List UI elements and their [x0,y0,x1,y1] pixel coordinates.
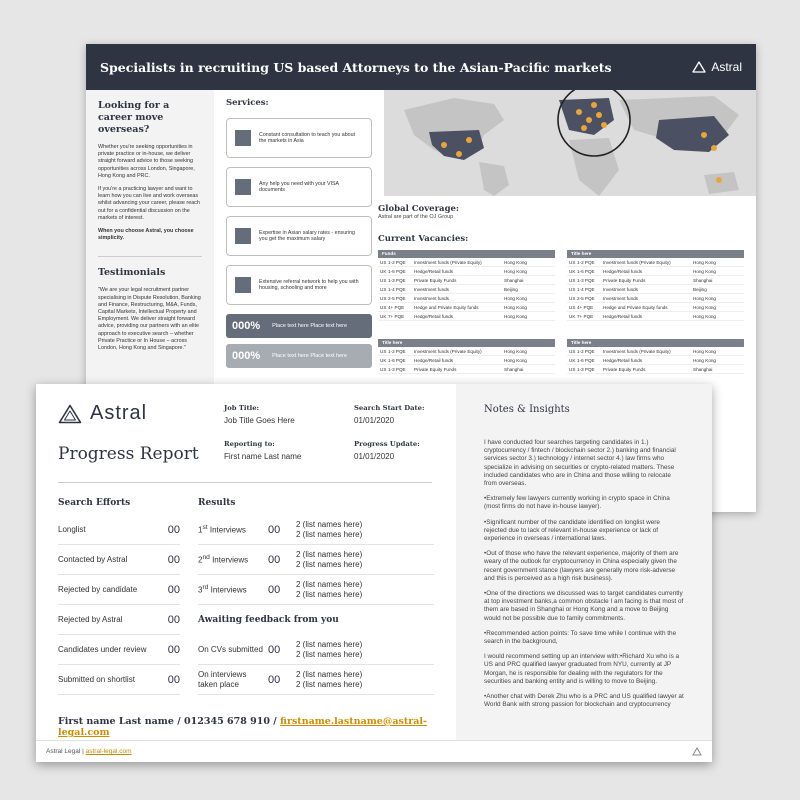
result-value: 00 [268,523,281,536]
flyer-title: Specialists in recruiting US based Attorneys to the Asian-Pacific markets [100,59,612,75]
flyer-brand: Astral [711,60,742,74]
coverage-block [378,204,459,220]
vacancy-cell: Hong Kong [504,348,527,354]
vacancy-cell: Private Equity Funds [414,277,457,283]
vacancy-row [378,258,555,267]
vacancy-cell: Hong Kong [693,313,716,319]
search-start-label: Search Start Date: [354,404,425,412]
vacancy-cell: 1-4 PQE [388,286,406,292]
service-icon [235,228,251,244]
note-paragraph: I have conducted four searches targeting candidates in 1.) cryptocurrency / fintech / blockchain sector 2.) banking and financial services sector 3.) technology / internet sector 4.) law firms who specialize in advising on securities or crypto-related matters. These included candidates who are in China and those willing to relocate from overseas. [484,439,676,488]
report-brand [58,402,147,425]
vacancy-cell: 2-5 PQE [388,295,406,301]
effort-label: Candidates under review [58,644,147,654]
service-item [226,216,372,256]
vacancy-cell: US [380,366,387,372]
vacancy-cell: 1-3 PQE [577,277,595,283]
search-start-value: 01/01/2020 [354,416,395,425]
effort-value: 00 [167,523,180,536]
service-item [226,265,372,305]
awaiting-row [198,665,434,695]
service-icon [235,130,251,146]
vacancy-cell: 2-5 PQE [577,295,595,301]
vacancy-cell: 7+ PQE [577,313,594,319]
vacancy-cell: Hong Kong [693,304,716,310]
note-paragraph: •Extremely few lawyers currently working in crypto space in China (most firms do not have in-house lawyer). [484,495,670,511]
vacancy-tables [378,250,746,380]
testimonials-section [98,256,202,352]
report-title: Progress Report [58,444,199,464]
vacancy-row [378,347,555,356]
vacancy-row [567,285,744,294]
note-paragraph: I would recommend setting up an interview with:•Richard Xu who is a US and PRC qualified lawyer graduated from NYU, currently at JP Morgan, he is responsible for dealing with the regulators for the securities and banking entity and is willing to move to Beijing. [484,653,680,685]
service-text: Expertise in Asian salary rates - ensuring you get the maximum salary [259,229,355,242]
stat-text: Place text here Place text here [272,322,348,329]
effort-row [58,515,180,545]
vacancy-cell: Hedge/Retail funds [603,357,643,363]
vacancy-cell: UK [380,313,387,319]
progress-report-document [36,384,712,762]
notes-panel [456,384,712,740]
vacancy-cell: Shanghai [504,277,524,283]
progress-update-value: 01/01/2020 [354,452,395,461]
effort-label: Longlist [58,524,86,534]
effort-label: Rejected by Astral [58,614,123,624]
vacancy-table [378,339,555,374]
vacancy-cell: Investment funds (Private Equity) [603,348,671,354]
results-heading: Results [198,498,236,508]
vacancy-cell: Beijing [693,286,707,292]
astral-logo-icon [692,747,702,756]
service-text: Extensive referral network to help you with housing, schooling and more [259,278,359,291]
result-row [198,515,434,545]
effort-label: Contacted by Astral [58,554,128,564]
reporting-value: First name Last name [224,452,302,461]
result-label: 1st Interviews [198,524,246,535]
vacancy-cell: US [569,286,576,292]
vacancy-cell: Private Equity Funds [603,277,646,283]
vacancy-cell: Hong Kong [693,295,716,301]
vacancy-cell: US [380,295,387,301]
vacancy-cell: 4+ PQE [577,304,594,310]
vacancy-cell: Investment funds (Private Equity) [414,348,482,354]
career-paragraph-3: When you choose Astral, you choose simplicity. [98,228,194,242]
vacancy-row [378,303,555,312]
effort-value: 00 [167,673,180,686]
vacancy-cell: Hong Kong [504,295,527,301]
vacancy-cell: Hedge and Private Equity funds [603,304,668,310]
contact-name: First name Last name [58,716,174,727]
vacancy-cell: Shanghai [693,277,713,283]
awaiting-value: 00 [268,673,281,686]
vacancy-cell: 1-4 PQE [577,286,595,292]
vacancy-cell: 1-2 PQE [388,259,406,265]
stat-text: Place text here Place text here [272,352,348,359]
awaiting-names: 2 (list names here) 2 (list names here) [296,669,363,689]
vacancy-table [567,339,744,374]
vacancy-table-title: Funds [378,250,555,258]
vacancy-cell: Shanghai [504,366,524,372]
note-paragraph: •Out of those who have the relevant experience, majority of them are weary of the outlook for cryptocurrency in China especially given the recent government stance (lawyers are generally more risk-adverse and this is perceived as a high risk business). [484,550,679,582]
note-paragraph: •Significant number of the candidate identified on longlist were rejected due to lack of relevant in-house experience or lack of experience in overseas / international laws. [484,518,660,543]
vacancy-cell: Investment funds [414,295,449,301]
vacancy-cell: Investment funds [414,286,449,292]
service-icon [235,277,251,293]
vacancy-cell: US [380,304,387,310]
vacancy-table-title: Title here [378,339,555,347]
vacancy-cell: US [380,348,387,354]
vacancy-cell: US [380,277,387,283]
testimonial-text: "We are your legal recruitment partner specialising in Dispute Resolution, Banking and Finance, Restructuring, M&A, Funds, Capital Markets, Intellectual Property and Employment. We deliver straight forward advice, providing our partners with an elite approach to executive search – whether Private Practice or In House – across London, Hong Kong and Singapore." [98,287,201,352]
vacancy-cell: Hedge/Retail funds [414,357,454,363]
world-map-graphic [384,90,756,196]
contact-email-link[interactable]: firstname.lastname@astral-legal.com [58,716,427,738]
service-text: Any help you need with your VISA documents [259,180,339,193]
note-paragraph: •One of the directions we discussed was to target candidates currently at top investment banks,a common obstacle I am facing is that most of them are based in Shanghai or Hong Kong and a move to Beijing would not be possible due to family commitments. [484,590,684,622]
effort-row [58,635,180,665]
stat-value: 000% [232,350,261,362]
vacancy-cell: Shanghai [693,366,713,372]
result-label: 2nd Interviews [198,554,249,565]
vacancy-cell: Hedge/Retail funds [414,268,454,274]
vacancy-cell: 1-6 PQE [577,268,595,274]
service-item [226,167,372,207]
stat-value: 000% [232,320,261,332]
career-paragraph-2: If you're a practicing lawyer and want to learn how you can live and work overseas whilst advancing your career, please reach out for a confidential discussion on the markets of interest. [98,186,200,221]
result-names: 2 (list names here) 2 (list names here) [296,519,363,539]
effort-row [58,545,180,575]
stat-block [226,344,372,368]
vacancy-row [567,312,744,321]
vacancy-cell: US [569,348,576,354]
awaiting-names: 2 (list names here) 2 (list names here) [296,639,363,659]
vacancy-row [378,365,555,374]
vacancy-cell: Hedge/Retail funds [603,268,643,274]
vacancy-row [378,276,555,285]
progress-update-label: Progress Update: [354,440,420,448]
vacancy-cell: Investment funds [603,295,638,301]
career-paragraph-1: Whether you're seeking opportunities in private practice or in-house, we deliver straight forward advice to those seeking opportunities across London, Singapore, Hong Kong and PRC. [98,144,195,179]
vacancy-row [567,294,744,303]
footer-site-link[interactable]: astral-legal.com [85,748,132,755]
vacancy-table [567,250,744,321]
effort-row [58,575,180,605]
result-value: 00 [268,583,281,596]
vacancy-row [567,258,744,267]
vacancy-cell: Hong Kong [693,259,716,265]
vacancy-cell: Investment funds (Private Equity) [414,259,482,265]
flyer-logo [692,60,742,74]
vacancy-row [378,294,555,303]
result-row [198,545,434,575]
vacancy-cell: Private Equity Funds [603,366,646,372]
vacancy-cell: Investment funds [603,286,638,292]
world-map [384,90,756,196]
vacancy-cell: US [569,277,576,283]
vacancy-cell: Investment funds (Private Equity) [603,259,671,265]
vacancy-cell: 1-3 PQE [388,277,406,283]
vacancy-row [567,267,744,276]
vacancy-cell: 4+ PQE [388,304,405,310]
vacancy-row [567,347,744,356]
flyer-header [86,44,756,90]
stat-block [226,314,372,338]
vacancy-cell: UK [569,357,576,363]
service-text: Constant consultation to teach you about the markets in Asia [259,131,355,144]
vacancy-cell: UK [380,268,387,274]
awaiting-heading: Awaiting feedback from you [198,615,339,625]
vacancy-cell: US [380,259,387,265]
vacancy-cell: UK [569,268,576,274]
vacancy-cell: Private Equity Funds [414,366,457,372]
vacancy-row [378,356,555,365]
vacancy-row [378,285,555,294]
vacancy-cell: 1-6 PQE [577,357,595,363]
header-divider [58,482,432,483]
vacancy-cell: US [569,366,576,372]
awaiting-label: On CVs submitted [198,644,263,654]
vacancy-cell: Hong Kong [693,357,716,363]
vacancy-table-title: Title here [567,339,744,347]
result-value: 00 [268,553,281,566]
coverage-subtitle: Astral are part of the OJ Group [378,214,454,220]
report-main [36,384,456,762]
result-row [198,575,434,605]
vacancy-cell: Hong Kong [504,259,527,265]
vacancy-row [567,303,744,312]
vacancy-cell: US [569,304,576,310]
career-heading: Looking for a career move overseas? [98,100,170,135]
vacancy-cell: 1-2 PQE [577,348,595,354]
vacancy-cell: 7+ PQE [388,313,405,319]
note-paragraph: •Recommended action points: To save time while I continue with the search in the background, [484,629,677,646]
awaiting-label: On interviews taken place [198,669,247,689]
vacancies-section [378,234,746,380]
vacancy-cell: Hong Kong [504,304,527,310]
testimonials-heading: Testimonials [98,267,166,279]
vacancy-cell: US [569,295,576,301]
service-icon [235,179,251,195]
services-heading: Services: [226,98,269,108]
vacancy-row [378,312,555,321]
search-efforts-heading: Search Efforts [58,498,131,508]
result-names: 2 (list names here) 2 (list names here) [296,549,363,569]
vacancy-cell: Hedge/Retail funds [414,313,454,319]
vacancy-cell: Hong Kong [693,348,716,354]
vacancy-row [567,356,744,365]
awaiting-value: 00 [268,643,281,656]
vacancy-cell: 1-3 PQE [577,366,595,372]
reporting-field [224,440,301,461]
report-footer [36,740,712,762]
effort-label: Rejected by candidate [58,584,138,594]
effort-value: 00 [167,583,180,596]
vacancy-cell: Hong Kong [504,268,527,274]
reporting-label: Reporting to: [224,440,275,448]
coverage-heading: Global Coverage: [378,204,460,214]
vacancy-row [567,365,744,374]
vacancy-cell: UK [569,313,576,319]
vacancy-cell: US [380,286,387,292]
vacancy-cell: 1-6 PQE [388,357,406,363]
effort-value: 00 [167,643,180,656]
vacancy-cell: US [569,259,576,265]
vacancy-cell: 1-2 PQE [577,259,595,265]
effort-value: 00 [167,613,180,626]
vacancy-cell: Hong Kong [504,313,527,319]
vacancy-cell: 1-3 PQE [388,366,406,372]
notes-heading: Notes & Insights [484,404,570,415]
result-names: 2 (list names here) 2 (list names here) [296,579,363,599]
contact-phone: 012345 678 910 [184,716,270,727]
vacancies-heading: Current Vacancies: [378,234,469,244]
job-title-value: Job Title Goes Here [224,416,295,425]
astral-logo-icon [58,404,82,424]
vacancy-row [567,276,744,285]
search-start-field [354,404,424,425]
vacancy-table [378,250,555,321]
footer-text: Astral Legal | astral-legal.com [46,748,132,755]
vacancy-cell: UK [380,357,387,363]
result-label: 3rd Interviews [198,584,247,595]
note-paragraph: •Another chat with Derek Zhu who is a PRC and US qualified lawyer at World Bank with strong passion for blockchain and cryptocurrency [484,693,684,709]
vacancy-table-title: Title here [567,250,744,258]
vacancy-cell: Hedge/Retail funds [603,313,643,319]
job-title-field [224,404,295,425]
vacancy-cell: 1-2 PQE [388,348,406,354]
astral-logo-icon [692,61,706,73]
footer-company: Astral Legal [46,748,81,755]
awaiting-row [198,635,434,665]
vacancy-cell: Hedge and Private Equity funds [414,304,479,310]
vacancy-row [378,267,555,276]
job-title-label: Job Title: [224,404,260,412]
effort-row [58,605,180,635]
report-brand-name: Astral [90,402,148,424]
vacancy-cell: Hong Kong [504,357,527,363]
vacancy-cell: Hong Kong [693,268,716,274]
service-item [226,118,372,158]
progress-update-field [354,440,420,461]
contact-line: First name Last name / 012345 678 910 / firstname.lastname@astral-legal.com [58,716,427,738]
effort-value: 00 [167,553,180,566]
effort-label: Submitted on shortlist [58,674,135,684]
vacancy-cell: 1-6 PQE [388,268,406,274]
effort-row [58,665,180,695]
vacancy-cell: Beijing [504,286,518,292]
